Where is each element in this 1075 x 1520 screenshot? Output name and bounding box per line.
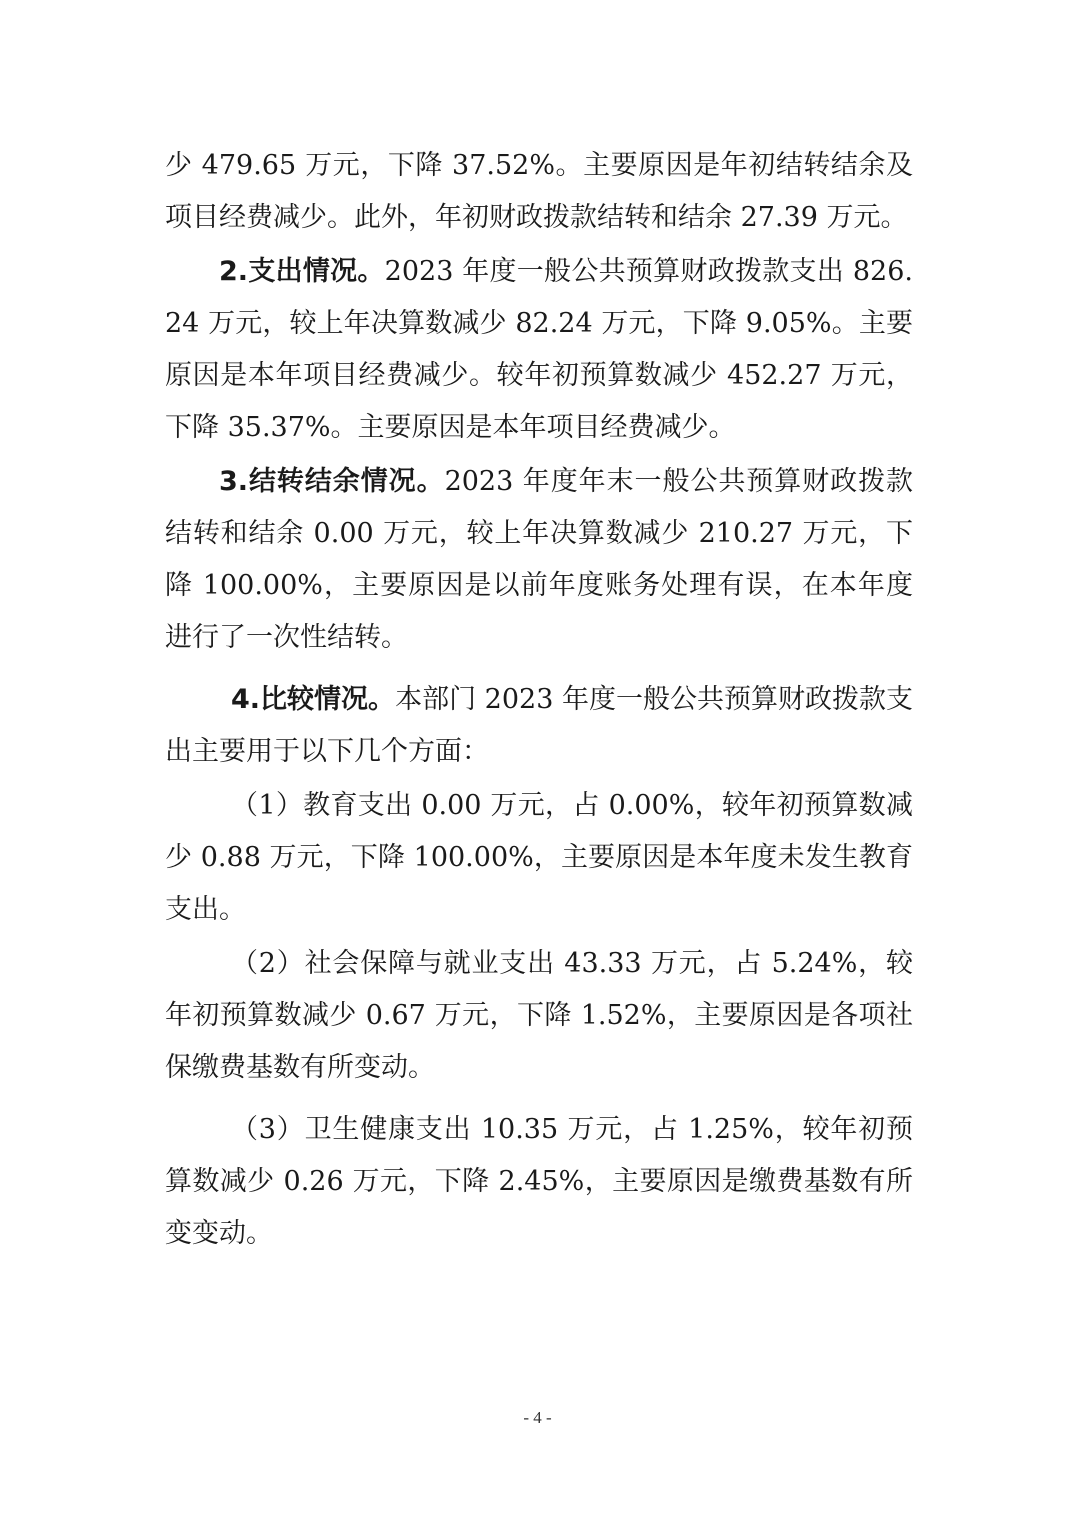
list-item-health bbox=[165, 1104, 913, 1260]
list-item-education bbox=[165, 780, 913, 936]
paragraph-expenditure bbox=[165, 246, 913, 454]
paragraph-carryover bbox=[165, 456, 913, 664]
paragraph-text: 2023 年度年末一般公共预算财政拨款结转和结余 0.00 万元，较上年决算数减少 210.27 万元，下降 100.00%，主要原因是以前年度账务处理有误，在本年度进行了一次性结转。 bbox=[165, 466, 914, 653]
list-item-social-security bbox=[165, 938, 913, 1094]
paragraph-income-continued bbox=[165, 140, 913, 244]
paragraph-text: 本部门 2023 年度一般公共预算财政拨款支出主要用于以下几个方面： bbox=[165, 684, 913, 767]
paragraph-text: （1）教育支出 0.00 万元，占 0.00%，较年初预算数减少 0.88 万元，下降 100.00%，主要原因是本年度未发生教育支出。 bbox=[165, 790, 913, 925]
paragraph-comparison bbox=[165, 674, 913, 778]
paragraph-text: 少 479.65 万元，下降 37.52%。主要原因是年初结转结余及项目经费减少。此外，年初财政拨款结转和结余 27.39 万元。 bbox=[165, 150, 913, 233]
paragraph-text: （3）卫生健康支出 10.35 万元，占 1.25%，较年初预算数减少 0.26 万元，下降 2.45%，主要原因是缴费基数有所变变动。 bbox=[165, 1114, 913, 1249]
section-heading-comparison: 4.比较情况。 bbox=[231, 684, 396, 715]
page-number: - 4 - bbox=[523, 1408, 552, 1427]
paragraph-text: （2）社会保障与就业支出 43.33 万元，占 5.24%，较年初预算数减少 0.67 万元，下降 1.52%，主要原因是各项社保缴费基数有所变动。 bbox=[165, 948, 913, 1083]
document-body bbox=[165, 140, 913, 1260]
section-heading-expenditure: 2.支出情况。 bbox=[219, 256, 385, 287]
paragraph-text: 2023 年度一般公共预算财政拨款支出 826.24 万元，较上年决算数减少 82.24 万元，下降 9.05%。主要原因是本年项目经费减少。较年初预算数减少 452.27 万元，下降 35.37%。主要原因是本年项目经费减少。 bbox=[165, 256, 913, 443]
section-heading-carryover: 3.结转结余情况。 bbox=[219, 466, 445, 497]
